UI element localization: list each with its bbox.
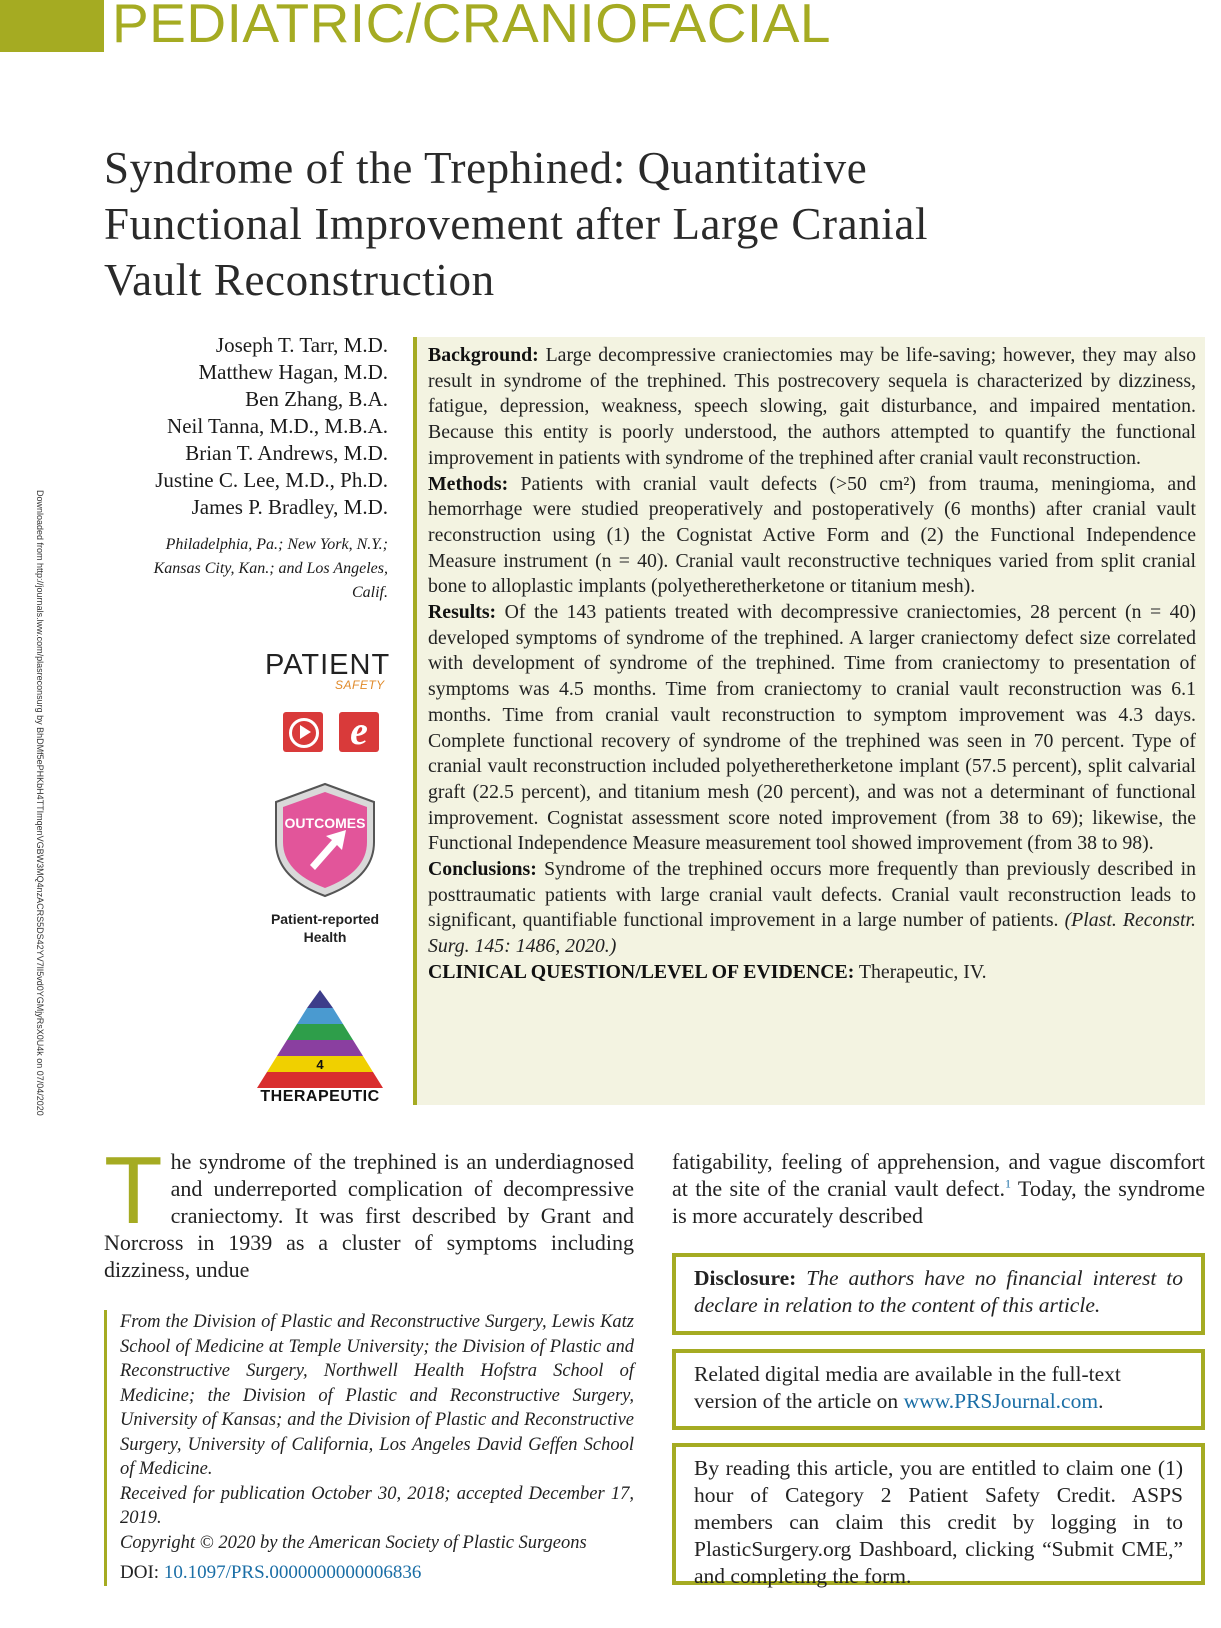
methods-label: Methods: <box>428 472 509 495</box>
clinical-question-label: CLINICAL QUESTION/LEVEL OF EVIDENCE: <box>428 960 855 983</box>
cme-text: By reading this article, you are entitled to claim one (1) hour of Category 2 Patient Safety Credit. ASPS members can claim this credit by logging in to PlasticSurgery.org Dashboard, clicking “Submit CME,” and completing the form. <box>694 1456 1183 1588</box>
pr-line-1: Patient-reported <box>270 911 380 927</box>
abstract-level-of-evidence <box>428 960 1196 986</box>
doi-label: DOI: <box>120 1562 164 1583</box>
article-title <box>104 140 1134 308</box>
abstract <box>428 343 1196 986</box>
title-line-1: Syndrome of the Trephined: Quantitative <box>104 143 868 193</box>
pr-line-2: Health <box>303 929 347 945</box>
background-label: Background: <box>428 344 539 366</box>
methods-text: Patients with cranial vault defects (>50 cm²) from trauma, meningioma, and hemorrhage were studied preoperatively and postoperatively (6 months) after cranial vault reconstruction using (1) the Cognistat Active Form and (2) the Functional Independence Measure instrument (n = 40). Cranial vault reconstructive techniques varied from split cranial bone to alloplastic implants (polyetheretherketone or titanium mesh). <box>428 472 1196 598</box>
citation: (Plast. Reconstr. Surg. 145: 1486, 2020.) <box>428 909 1196 958</box>
affiliation-footnote <box>104 1310 634 1586</box>
evidence-pyramid-icon <box>255 988 385 1088</box>
author: Neil Tanna, M.D., M.B.A. <box>167 414 388 438</box>
intro-text: he syndrome of the trephined is an underdiagnosed and underreported complication of decompressive craniectomy. It was first described by Grant and Norcross in 1939 as a cluster of symptoms including dizziness, undue <box>104 1149 634 1282</box>
disclosure-label: Disclosure: <box>694 1266 797 1290</box>
section-title: PEDIATRIC/CRANIOFACIAL <box>112 0 831 54</box>
body-left-column <box>104 1137 634 1283</box>
copyright-text: Copyright © 2020 by the American Society of Plastic Surgeons <box>120 1532 587 1553</box>
evidence-level: 4 <box>316 1057 324 1072</box>
author: James P. Bradley, M.D. <box>191 495 388 519</box>
download-note-text: Downloaded from http://journals.lww.com/plasreconsurg by BhDMf5ePHKbH4TTImqenVGBW3MQ4nzACRS5DS42YV7lI5vd0YGMjyRsX0U4k on 07/04/2020 <box>35 490 45 1116</box>
location-line: Calif. <box>351 584 388 601</box>
patient-safety-sub: SAFETY <box>335 678 385 692</box>
doi-link[interactable]: 10.1097/PRS.0000000000006836 <box>163 1562 422 1583</box>
abstract-results <box>428 600 1196 857</box>
video-icon[interactable] <box>283 712 323 752</box>
outcomes-shield-icon <box>270 780 380 900</box>
reference-1[interactable]: 1 <box>1004 1176 1011 1191</box>
doi-line <box>120 1561 634 1586</box>
author: Joseph T. Tarr, M.D. <box>215 333 388 357</box>
abstract-methods <box>428 472 1196 601</box>
location-line: Philadelphia, Pa.; New York, N.Y.; <box>165 536 388 553</box>
patient-reported-health-label <box>250 910 400 946</box>
disclosure-text: The authors have no financial interest to declare in relation to the content of this article. <box>694 1266 1183 1317</box>
location-line: Kansas City, Kan.; and Los Angeles, <box>153 560 388 577</box>
ejournal-icon[interactable]: e <box>339 712 379 752</box>
affiliation-text: From the Division of Plastic and Reconstructive Surgery, Lewis Katz School of Medicine at Temple University; the Division of Plastic and Reconstructive Surgery, Northwell Health Hofstra School of Medicine; the Division of Plastic and Reconstructive Surgery, University of Kansas; and the Division of Plastic and Reconstructive Surgery, University of California, Los Angeles David Geffen School of Medicine. <box>120 1312 634 1479</box>
continued-text-2: Today, the syndrome is more accurately described <box>672 1176 1205 1228</box>
title-line-2: Functional Improvement after Large Cranial <box>104 199 929 249</box>
author-list <box>100 332 388 521</box>
disclosure-box <box>672 1253 1205 1335</box>
media-text: Related digital media are available in the full-text version of the article on <box>694 1362 1121 1413</box>
background-text: Large decompressive craniectomies may be life-saving; however, they may also result in syndrome of the trephined. This postrecovery sequela is characterized by dizziness, fatigue, depression, weakness, speech slowing, gait disturbance, and impaired mentation. Because this entity is poorly understood, the authors attempted to quantify the functional improvement in patients with syndrome of the trephined after cranial vault reconstruction. <box>428 344 1196 469</box>
author: Ben Zhang, B.A. <box>245 387 388 411</box>
results-label: Results: <box>428 601 497 624</box>
clinical-question-text: Therapeutic, IV. <box>854 960 987 983</box>
results-text: Of the 143 patients treated with decompressive craniectomies, 28 percent (n = 40) developed symptoms of syndrome of the trephined. A larger craniectomy defect size correlated with development of syndrome of the trephined. Time from craniectomy to presentation of symptoms was 4.5 months. Time from craniectomy to cranial vault reconstruction was 6.1 months. Time from cranial vault reconstruction to symptom improvement was 4.3 days. Complete functional recovery of syndrome of the trephined was seen in 70 percent. Type of cranial vault reconstruction included polyetheretherketone implant (57.5 percent), split calvarial graft (22.5 percent), and titanium mesh (20 percent), and was not a determinant of functional improvement. Cognistat assessment score noted improvement (from 38 to 69); likewise, the Functional Independence Measure measurement tool showed improvement (from 38 to 98). <box>428 601 1196 855</box>
continued-text: fatigability, feeling of apprehension, and vague discomfort at the site of the cranial vault defect. <box>672 1149 1205 1201</box>
conclusions-text: Syndrome of the trephined occurs more frequently than previously described in posttraumatic patients with large cranial vault defects. Cranial vault reconstruction leads to significant, quantifiable functional improvement in a large number of patients. <box>428 858 1196 932</box>
abstract-conclusions <box>428 857 1196 960</box>
author-locations <box>100 533 388 605</box>
author: Matthew Hagan, M.D. <box>198 360 388 384</box>
abstract-background <box>428 343 1196 472</box>
outcomes-label: OUTCOMES <box>284 815 366 831</box>
body-right-column <box>672 1148 1205 1229</box>
drop-cap: T <box>104 1137 163 1244</box>
cme-credit-box <box>672 1443 1205 1588</box>
digital-media-box <box>672 1349 1205 1430</box>
section-color-bar <box>0 0 104 52</box>
received-text: Received for publication October 30, 2018; accepted December 17, 2019. <box>120 1483 634 1528</box>
author: Justine C. Lee, M.D., Ph.D. <box>155 468 388 492</box>
prs-journal-link[interactable]: www.PRSJournal.com <box>903 1389 1099 1413</box>
conclusions-label: Conclusions: <box>428 858 537 881</box>
author: Brian T. Andrews, M.D. <box>185 441 388 465</box>
title-line-3: Vault Reconstruction <box>104 255 495 305</box>
therapeutic-label: THERAPEUTIC <box>260 1088 380 1105</box>
patient-safety-logo: PATIENT <box>265 649 391 681</box>
media-end: . <box>1098 1389 1104 1413</box>
